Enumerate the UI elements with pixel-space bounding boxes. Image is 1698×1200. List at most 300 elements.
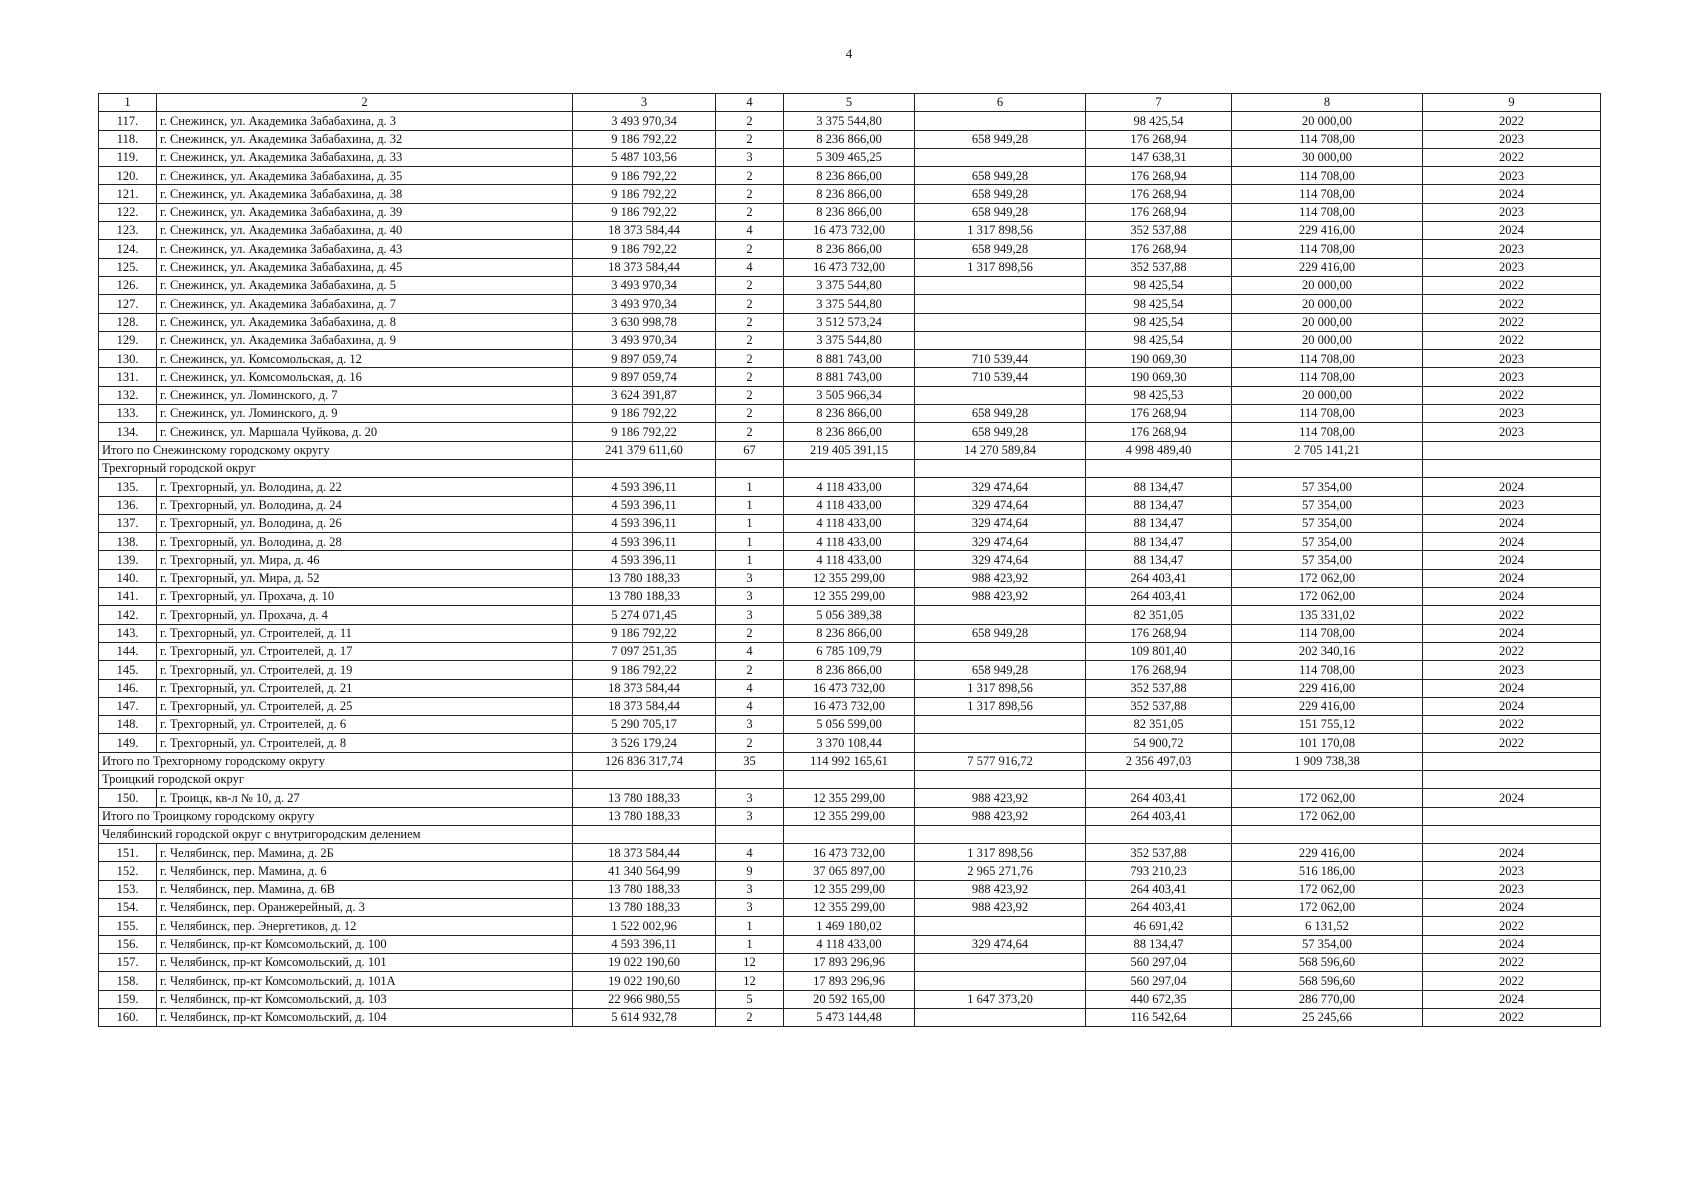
value-cell: 352 537,88: [1086, 844, 1232, 862]
empty-cell: [915, 825, 1086, 843]
table-row: [99, 1008, 1601, 1026]
table-row: [99, 112, 1601, 130]
value-cell: 2024: [1423, 588, 1601, 606]
value-cell: 2: [716, 185, 784, 203]
value-cell: 710 539,44: [915, 368, 1086, 386]
value-cell: 13 780 188,33: [573, 789, 716, 807]
value-cell: 9 186 792,22: [573, 167, 716, 185]
table-row: [99, 953, 1601, 971]
row-number: 155.: [99, 917, 157, 935]
value-cell: 176 268,94: [1086, 167, 1232, 185]
value-cell: 20 000,00: [1232, 386, 1423, 404]
value-cell: 18 373 584,44: [573, 844, 716, 862]
value-cell: 2024: [1423, 990, 1601, 1008]
value-cell: 12: [716, 953, 784, 971]
value-cell: 4 593 396,11: [573, 496, 716, 514]
value-cell: 4 118 433,00: [784, 514, 915, 532]
value-cell: 9 186 792,22: [573, 405, 716, 423]
address-cell: г. Трехгорный, ул. Строителей, д. 6: [157, 716, 573, 734]
row-number: 117.: [99, 112, 157, 130]
empty-cell: [784, 825, 915, 843]
value-cell: 12 355 299,00: [784, 899, 915, 917]
value-cell: [915, 313, 1086, 331]
value-cell: 46 691,42: [1086, 917, 1232, 935]
table-row: [99, 862, 1601, 880]
value-cell: 4 593 396,11: [573, 551, 716, 569]
total-label: Итого по Троицкому городскому округу: [99, 807, 573, 825]
value-cell: 16 473 732,00: [784, 222, 915, 240]
value-cell: 560 297,04: [1086, 953, 1232, 971]
value-cell: 2: [716, 350, 784, 368]
value-cell: 17 893 296,96: [784, 972, 915, 990]
value-cell: 1 317 898,56: [915, 679, 1086, 697]
row-number: 151.: [99, 844, 157, 862]
value-cell: 8 881 743,00: [784, 350, 915, 368]
total-value-cell: 172 062,00: [1232, 807, 1423, 825]
value-cell: 8 236 866,00: [784, 185, 915, 203]
value-cell: 3 630 998,78: [573, 313, 716, 331]
value-cell: 658 949,28: [915, 240, 1086, 258]
address-cell: г. Челябинск, пер. Мамина, д. 6: [157, 862, 573, 880]
empty-cell: [716, 825, 784, 843]
value-cell: 4 118 433,00: [784, 496, 915, 514]
value-cell: 2023: [1423, 496, 1601, 514]
value-cell: 2: [716, 624, 784, 642]
value-cell: 12: [716, 972, 784, 990]
row-number: 133.: [99, 405, 157, 423]
value-cell: 2: [716, 423, 784, 441]
address-cell: г. Челябинск, пр-кт Комсомольский, д. 104: [157, 1008, 573, 1026]
value-cell: 190 069,30: [1086, 368, 1232, 386]
table-row: [99, 569, 1601, 587]
address-cell: г. Снежинск, ул. Академика Забабахина, д. 3: [157, 112, 573, 130]
row-number: 160.: [99, 1008, 157, 1026]
value-cell: 57 354,00: [1232, 551, 1423, 569]
row-number: 132.: [99, 386, 157, 404]
row-number: 152.: [99, 862, 157, 880]
column-header: 4: [716, 94, 784, 112]
value-cell: 13 780 188,33: [573, 880, 716, 898]
value-cell: 19 022 190,60: [573, 972, 716, 990]
value-cell: 1 317 898,56: [915, 844, 1086, 862]
address-cell: г. Снежинск, ул. Академика Забабахина, д. 9: [157, 331, 573, 349]
table-row: [99, 423, 1601, 441]
section-label: Троицкий городской округ: [99, 770, 573, 788]
value-cell: 4 118 433,00: [784, 935, 915, 953]
empty-cell: [1232, 770, 1423, 788]
value-cell: 176 268,94: [1086, 405, 1232, 423]
value-cell: 9 186 792,22: [573, 240, 716, 258]
table-row: [99, 276, 1601, 294]
table-row: [99, 642, 1601, 660]
table-row: [99, 148, 1601, 166]
value-cell: 8 236 866,00: [784, 661, 915, 679]
value-cell: 57 354,00: [1232, 496, 1423, 514]
table-row: [99, 350, 1601, 368]
row-number: 157.: [99, 953, 157, 971]
row-number: 122.: [99, 203, 157, 221]
value-cell: 20 000,00: [1232, 112, 1423, 130]
value-cell: 1 522 002,96: [573, 917, 716, 935]
value-cell: 2: [716, 313, 784, 331]
value-cell: 4 593 396,11: [573, 478, 716, 496]
value-cell: 2024: [1423, 569, 1601, 587]
empty-cell: [1232, 459, 1423, 477]
column-header: 3: [573, 94, 716, 112]
value-cell: 329 474,64: [915, 533, 1086, 551]
row-number: 143.: [99, 624, 157, 642]
value-cell: 2022: [1423, 148, 1601, 166]
value-cell: 5 487 103,56: [573, 148, 716, 166]
row-number: 129.: [99, 331, 157, 349]
value-cell: 20 000,00: [1232, 295, 1423, 313]
value-cell: 568 596,60: [1232, 972, 1423, 990]
row-number: 130.: [99, 350, 157, 368]
value-cell: 2022: [1423, 642, 1601, 660]
value-cell: [915, 642, 1086, 660]
value-cell: 176 268,94: [1086, 130, 1232, 148]
row-number: 148.: [99, 716, 157, 734]
value-cell: 988 423,92: [915, 588, 1086, 606]
value-cell: 5 290 705,17: [573, 716, 716, 734]
row-number: 118.: [99, 130, 157, 148]
value-cell: 3 493 970,34: [573, 331, 716, 349]
total-value-cell: 2 356 497,03: [1086, 752, 1232, 770]
value-cell: 2: [716, 661, 784, 679]
total-label: Итого по Трехгорному городскому округу: [99, 752, 573, 770]
table-row: [99, 935, 1601, 953]
address-cell: г. Трехгорный, ул. Володина, д. 28: [157, 533, 573, 551]
value-cell: 20 000,00: [1232, 313, 1423, 331]
address-cell: г. Челябинск, пр-кт Комсомольский, д. 101: [157, 953, 573, 971]
value-cell: 2 965 271,76: [915, 862, 1086, 880]
row-number: 126.: [99, 276, 157, 294]
value-cell: 12 355 299,00: [784, 588, 915, 606]
value-cell: 114 708,00: [1232, 130, 1423, 148]
value-cell: 1: [716, 551, 784, 569]
value-cell: 440 672,35: [1086, 990, 1232, 1008]
address-cell: г. Снежинск, ул. Комсомольская, д. 12: [157, 350, 573, 368]
value-cell: 176 268,94: [1086, 185, 1232, 203]
value-cell: 2024: [1423, 478, 1601, 496]
value-cell: 82 351,05: [1086, 716, 1232, 734]
value-cell: 2024: [1423, 624, 1601, 642]
value-cell: 1 317 898,56: [915, 697, 1086, 715]
address-cell: г. Трехгорный, ул. Прохача, д. 10: [157, 588, 573, 606]
value-cell: 3: [716, 148, 784, 166]
value-cell: 88 134,47: [1086, 551, 1232, 569]
row-number: 159.: [99, 990, 157, 1008]
table-row: [99, 533, 1601, 551]
value-cell: 3 526 179,24: [573, 734, 716, 752]
value-cell: 286 770,00: [1232, 990, 1423, 1008]
value-cell: 3: [716, 716, 784, 734]
value-cell: 9 186 792,22: [573, 185, 716, 203]
address-cell: г. Трехгорный, ул. Строителей, д. 25: [157, 697, 573, 715]
row-number: 154.: [99, 899, 157, 917]
value-cell: 793 210,23: [1086, 862, 1232, 880]
value-cell: [915, 295, 1086, 313]
value-cell: 2022: [1423, 313, 1601, 331]
column-header: 1: [99, 94, 157, 112]
row-number: 158.: [99, 972, 157, 990]
value-cell: 988 423,92: [915, 880, 1086, 898]
value-cell: 12 355 299,00: [784, 880, 915, 898]
total-value-cell: 7 577 916,72: [915, 752, 1086, 770]
table-row: [99, 185, 1601, 203]
value-cell: 2022: [1423, 1008, 1601, 1026]
value-cell: 3 493 970,34: [573, 276, 716, 294]
total-value-cell: 241 379 611,60: [573, 441, 716, 459]
value-cell: 25 245,66: [1232, 1008, 1423, 1026]
value-cell: [915, 716, 1086, 734]
value-cell: 229 416,00: [1232, 222, 1423, 240]
value-cell: 176 268,94: [1086, 661, 1232, 679]
value-cell: 3: [716, 588, 784, 606]
value-cell: 88 134,47: [1086, 533, 1232, 551]
total-row: [99, 807, 1601, 825]
section-label: Трехгорный городской округ: [99, 459, 573, 477]
address-cell: г. Челябинск, пер. Мамина, д. 2Б: [157, 844, 573, 862]
table-row: [99, 496, 1601, 514]
table-row: [99, 661, 1601, 679]
empty-cell: [784, 770, 915, 788]
table-row: [99, 203, 1601, 221]
empty-cell: [716, 770, 784, 788]
value-cell: 176 268,94: [1086, 203, 1232, 221]
row-number: 120.: [99, 167, 157, 185]
empty-cell: [915, 770, 1086, 788]
value-cell: 658 949,28: [915, 185, 1086, 203]
row-number: 124.: [99, 240, 157, 258]
value-cell: 329 474,64: [915, 551, 1086, 569]
table-row: [99, 606, 1601, 624]
value-cell: 229 416,00: [1232, 258, 1423, 276]
value-cell: [915, 972, 1086, 990]
value-cell: 172 062,00: [1232, 899, 1423, 917]
address-cell: г. Снежинск, ул. Маршала Чуйкова, д. 20: [157, 423, 573, 441]
value-cell: 1 317 898,56: [915, 258, 1086, 276]
value-cell: [915, 953, 1086, 971]
empty-cell: [1232, 825, 1423, 843]
value-cell: 16 473 732,00: [784, 679, 915, 697]
total-row: [99, 441, 1601, 459]
empty-cell: [1423, 459, 1601, 477]
table-row: [99, 734, 1601, 752]
value-cell: 264 403,41: [1086, 880, 1232, 898]
total-value-cell: 2 705 141,21: [1232, 441, 1423, 459]
row-number: 135.: [99, 478, 157, 496]
value-cell: 57 354,00: [1232, 935, 1423, 953]
value-cell: 2022: [1423, 295, 1601, 313]
value-cell: 2: [716, 295, 784, 313]
value-cell: 98 425,54: [1086, 276, 1232, 294]
row-number: 121.: [99, 185, 157, 203]
value-cell: 988 423,92: [915, 899, 1086, 917]
address-cell: г. Трехгорный, ул. Володина, д. 26: [157, 514, 573, 532]
value-cell: 109 801,40: [1086, 642, 1232, 660]
value-cell: [915, 112, 1086, 130]
table-row: [99, 716, 1601, 734]
address-cell: г. Снежинск, ул. Ломинского, д. 7: [157, 386, 573, 404]
header-row: [99, 94, 1601, 112]
value-cell: 2022: [1423, 917, 1601, 935]
value-cell: 329 474,64: [915, 514, 1086, 532]
address-cell: г. Троицк, кв-л № 10, д. 27: [157, 789, 573, 807]
value-cell: 18 373 584,44: [573, 697, 716, 715]
empty-cell: [573, 459, 716, 477]
row-number: 144.: [99, 642, 157, 660]
value-cell: 568 596,60: [1232, 953, 1423, 971]
address-cell: г. Снежинск, ул. Академика Забабахина, д. 39: [157, 203, 573, 221]
value-cell: 3 375 544,80: [784, 331, 915, 349]
empty-cell: [1423, 770, 1601, 788]
address-cell: г. Трехгорный, ул. Строителей, д. 8: [157, 734, 573, 752]
value-cell: 1: [716, 533, 784, 551]
value-cell: 16 473 732,00: [784, 697, 915, 715]
value-cell: [915, 276, 1086, 294]
row-number: 150.: [99, 789, 157, 807]
address-cell: г. Челябинск, пер. Мамина, д. 6В: [157, 880, 573, 898]
total-value-cell: 35: [716, 752, 784, 770]
value-cell: 6 131,52: [1232, 917, 1423, 935]
value-cell: 4 118 433,00: [784, 551, 915, 569]
table-row: [99, 514, 1601, 532]
value-cell: 5 056 599,00: [784, 716, 915, 734]
value-cell: 18 373 584,44: [573, 222, 716, 240]
table-row: [99, 697, 1601, 715]
value-cell: 4 593 396,11: [573, 935, 716, 953]
value-cell: 658 949,28: [915, 624, 1086, 642]
table-row: [99, 844, 1601, 862]
value-cell: 172 062,00: [1232, 569, 1423, 587]
value-cell: 3 375 544,80: [784, 112, 915, 130]
value-cell: 229 416,00: [1232, 679, 1423, 697]
empty-cell: [573, 825, 716, 843]
value-cell: 2024: [1423, 679, 1601, 697]
value-cell: 4: [716, 679, 784, 697]
address-cell: г. Снежинск, ул. Академика Забабахина, д. 43: [157, 240, 573, 258]
section-row: [99, 770, 1601, 788]
value-cell: 114 708,00: [1232, 350, 1423, 368]
table-row: [99, 478, 1601, 496]
total-value-cell: 12 355 299,00: [784, 807, 915, 825]
value-cell: 2024: [1423, 185, 1601, 203]
value-cell: 2: [716, 112, 784, 130]
value-cell: 16 473 732,00: [784, 844, 915, 862]
value-cell: 202 340,16: [1232, 642, 1423, 660]
value-cell: 229 416,00: [1232, 697, 1423, 715]
value-cell: 7 097 251,35: [573, 642, 716, 660]
value-cell: 2023: [1423, 880, 1601, 898]
value-cell: 2022: [1423, 734, 1601, 752]
value-cell: 2024: [1423, 551, 1601, 569]
empty-cell: [716, 459, 784, 477]
value-cell: 4 118 433,00: [784, 533, 915, 551]
value-cell: 2: [716, 167, 784, 185]
table-row: [99, 899, 1601, 917]
value-cell: 3 493 970,34: [573, 112, 716, 130]
table-row: [99, 679, 1601, 697]
value-cell: 4: [716, 844, 784, 862]
address-cell: г. Челябинск, пер. Оранжерейный, д. 3: [157, 899, 573, 917]
value-cell: 3 370 108,44: [784, 734, 915, 752]
value-cell: 16 473 732,00: [784, 258, 915, 276]
register-table: [98, 93, 1601, 1027]
value-cell: 98 425,54: [1086, 313, 1232, 331]
value-cell: 8 236 866,00: [784, 240, 915, 258]
row-number: 140.: [99, 569, 157, 587]
value-cell: 176 268,94: [1086, 240, 1232, 258]
page-number: 4: [845, 46, 853, 61]
value-cell: 172 062,00: [1232, 789, 1423, 807]
value-cell: 5 309 465,25: [784, 148, 915, 166]
value-cell: 329 474,64: [915, 496, 1086, 514]
empty-cell: [784, 459, 915, 477]
value-cell: 20 000,00: [1232, 276, 1423, 294]
value-cell: 4 593 396,11: [573, 514, 716, 532]
value-cell: 3 375 544,80: [784, 295, 915, 313]
value-cell: 3: [716, 606, 784, 624]
value-cell: 264 403,41: [1086, 899, 1232, 917]
value-cell: 98 425,54: [1086, 331, 1232, 349]
address-cell: г. Снежинск, ул. Академика Забабахина, д. 45: [157, 258, 573, 276]
value-cell: 2: [716, 130, 784, 148]
value-cell: 229 416,00: [1232, 844, 1423, 862]
value-cell: 2: [716, 386, 784, 404]
value-cell: 2022: [1423, 972, 1601, 990]
total-value-cell: 13 780 188,33: [573, 807, 716, 825]
value-cell: 12 355 299,00: [784, 789, 915, 807]
value-cell: 3 375 544,80: [784, 276, 915, 294]
row-number: 147.: [99, 697, 157, 715]
address-cell: г. Снежинск, ул. Комсомольская, д. 16: [157, 368, 573, 386]
value-cell: 114 708,00: [1232, 368, 1423, 386]
value-cell: 19 022 190,60: [573, 953, 716, 971]
value-cell: 5 473 144,48: [784, 1008, 915, 1026]
value-cell: 2: [716, 276, 784, 294]
address-cell: г. Снежинск, ул. Академика Забабахина, д. 32: [157, 130, 573, 148]
column-header: 8: [1232, 94, 1423, 112]
value-cell: 1 317 898,56: [915, 222, 1086, 240]
value-cell: 1: [716, 478, 784, 496]
value-cell: 114 708,00: [1232, 185, 1423, 203]
row-number: 138.: [99, 533, 157, 551]
value-cell: 264 403,41: [1086, 588, 1232, 606]
value-cell: 9: [716, 862, 784, 880]
row-number: 127.: [99, 295, 157, 313]
value-cell: 114 708,00: [1232, 405, 1423, 423]
address-cell: г. Трехгорный, ул. Мира, д. 52: [157, 569, 573, 587]
total-value-cell: 988 423,92: [915, 807, 1086, 825]
value-cell: 516 186,00: [1232, 862, 1423, 880]
row-number: 141.: [99, 588, 157, 606]
value-cell: 4: [716, 258, 784, 276]
address-cell: г. Снежинск, ул. Академика Забабахина, д. 33: [157, 148, 573, 166]
table-row: [99, 990, 1601, 1008]
value-cell: 8 236 866,00: [784, 405, 915, 423]
table-row: [99, 167, 1601, 185]
value-cell: 8 236 866,00: [784, 203, 915, 221]
value-cell: 560 297,04: [1086, 972, 1232, 990]
value-cell: 3: [716, 789, 784, 807]
value-cell: 2023: [1423, 862, 1601, 880]
value-cell: 2023: [1423, 405, 1601, 423]
total-value-cell: 219 405 391,15: [784, 441, 915, 459]
empty-cell: [1423, 825, 1601, 843]
value-cell: 147 638,31: [1086, 148, 1232, 166]
row-number: 153.: [99, 880, 157, 898]
